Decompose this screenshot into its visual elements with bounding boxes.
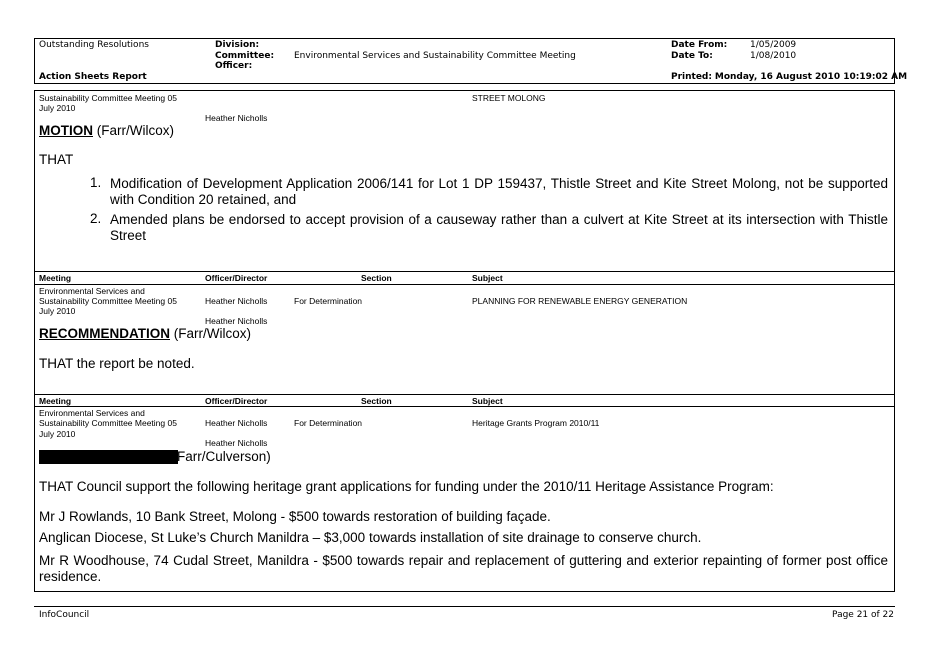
- printed-value: Monday, 16 August 2010 10:19:02 AM: [714, 72, 908, 82]
- block2-subject: PLANNING FOR RENEWABLE ENERGY GENERATION: [472, 296, 688, 306]
- footer-rule: [34, 606, 895, 607]
- block2-officer2: Heather Nicholls: [205, 316, 268, 326]
- printed-label: Printed:: [671, 72, 712, 82]
- col-section-2: Section: [361, 396, 392, 406]
- footer-page-number: Page 21 of 22: [832, 610, 894, 620]
- date-from-value: 1/05/2009: [750, 40, 797, 50]
- block3-meeting-line3: July 2010: [39, 429, 76, 439]
- block1-motion-heading: [39, 123, 174, 138]
- col-section-1: Section: [361, 273, 392, 283]
- block1-officer: Heather Nicholls: [205, 113, 268, 123]
- block2-officer: Heather Nicholls: [205, 296, 268, 306]
- redaction-bar: [39, 450, 178, 464]
- block1-item1-num: 1.: [90, 175, 102, 190]
- motion-keyword: MOTION: [39, 123, 93, 138]
- col-meeting-2: Meeting: [39, 396, 72, 406]
- block3-p1: THAT Council support the following heritage grant applications for funding under the 2010/11 Heritage Assistance Program:: [39, 479, 774, 494]
- col-subject-2: Subject: [472, 396, 503, 406]
- col-officer-2: Officer/Director: [205, 396, 268, 406]
- block3-movers: Farr/Culverson): [177, 449, 271, 464]
- block3-officer2: Heather Nicholls: [205, 438, 268, 448]
- footer-left: InfoCouncil: [39, 610, 90, 620]
- block1-item2-line1: Amended plans be endorsed to accept provision of a causeway rather than a culvert at Kite Street at its intersection with Thistle: [110, 212, 888, 227]
- committee-value: Environmental Services and Sustainability Committee Meeting: [294, 51, 576, 61]
- block3-meeting-line2: Sustainability Committee Meeting 05: [39, 418, 177, 428]
- block1-item2-num: 2.: [90, 211, 102, 226]
- date-to-value: 1/08/2010: [750, 51, 797, 61]
- motion-movers: (Farr/Wilcox): [93, 123, 174, 138]
- block1-subject: STREET MOLONG: [472, 93, 546, 103]
- block2-meeting-line1: Environmental Services and: [39, 286, 145, 296]
- col-officer-1: Officer/Director: [205, 273, 268, 283]
- block2-meeting-line2: Sustainability Committee Meeting 05: [39, 296, 177, 306]
- report-name: Outstanding Resolutions: [39, 40, 149, 50]
- block3-meeting-line1: Environmental Services and: [39, 408, 145, 418]
- column-header-rule-top-1: [34, 271, 895, 272]
- block1-meeting-line2: July 2010: [39, 103, 76, 113]
- block3-section: For Determination: [294, 418, 363, 428]
- column-header-rule-bottom-1: [34, 284, 895, 285]
- block1-item2-line2: Street: [110, 228, 147, 243]
- date-from-label: Date From:: [671, 40, 728, 50]
- column-header-rule-top-2: [34, 394, 895, 395]
- block1-item1-line1: Modification of Development Application 2006/141 for Lot 1 DP 159437, Thistle Street and Kite Street Molong, not be supported: [110, 176, 888, 191]
- block3-p3: Anglican Diocese, St Luke’s Church Manildra – $3,000 towards installation of site drainage to conserve church.: [39, 530, 702, 545]
- date-to-label: Date To:: [671, 51, 713, 61]
- block2-meeting-line3: July 2010: [39, 306, 76, 316]
- block2-section: For Determination: [294, 296, 363, 306]
- block3-p4-line2: residence.: [39, 569, 102, 584]
- block1-item1-line2: with Condition 20 retained, and: [110, 192, 297, 207]
- col-meeting-1: Meeting: [39, 273, 72, 283]
- block3-subject: Heritage Grants Program 2010/11: [472, 418, 600, 428]
- column-header-rule-bottom-2: [34, 406, 895, 407]
- printed-line: [671, 72, 907, 82]
- recommendation-keyword: RECOMMENDATION: [39, 326, 170, 341]
- block2-recommendation-heading: [39, 326, 251, 341]
- block3-officer: Heather Nicholls: [205, 418, 268, 428]
- block1-meeting-line1: Sustainability Committee Meeting 05: [39, 93, 177, 103]
- block3-p4-line1: Mr R Woodhouse, 74 Cudal Street, Manildra - $500 towards repair and replacement of guttering and exterior repainting of former post office: [39, 553, 888, 568]
- block1-that: THAT: [39, 152, 74, 167]
- recommendation-movers: (Farr/Wilcox): [170, 326, 251, 341]
- division-label: Division:: [215, 40, 260, 50]
- officer-label: Officer:: [215, 61, 253, 71]
- block2-body: THAT the report be noted.: [39, 356, 195, 371]
- block3-p2: Mr J Rowlands, 10 Bank Street, Molong - $500 towards restoration of building façade.: [39, 509, 551, 524]
- committee-label: Committee:: [215, 51, 275, 61]
- report-type: Action Sheets Report: [39, 72, 147, 82]
- col-subject-1: Subject: [472, 273, 503, 283]
